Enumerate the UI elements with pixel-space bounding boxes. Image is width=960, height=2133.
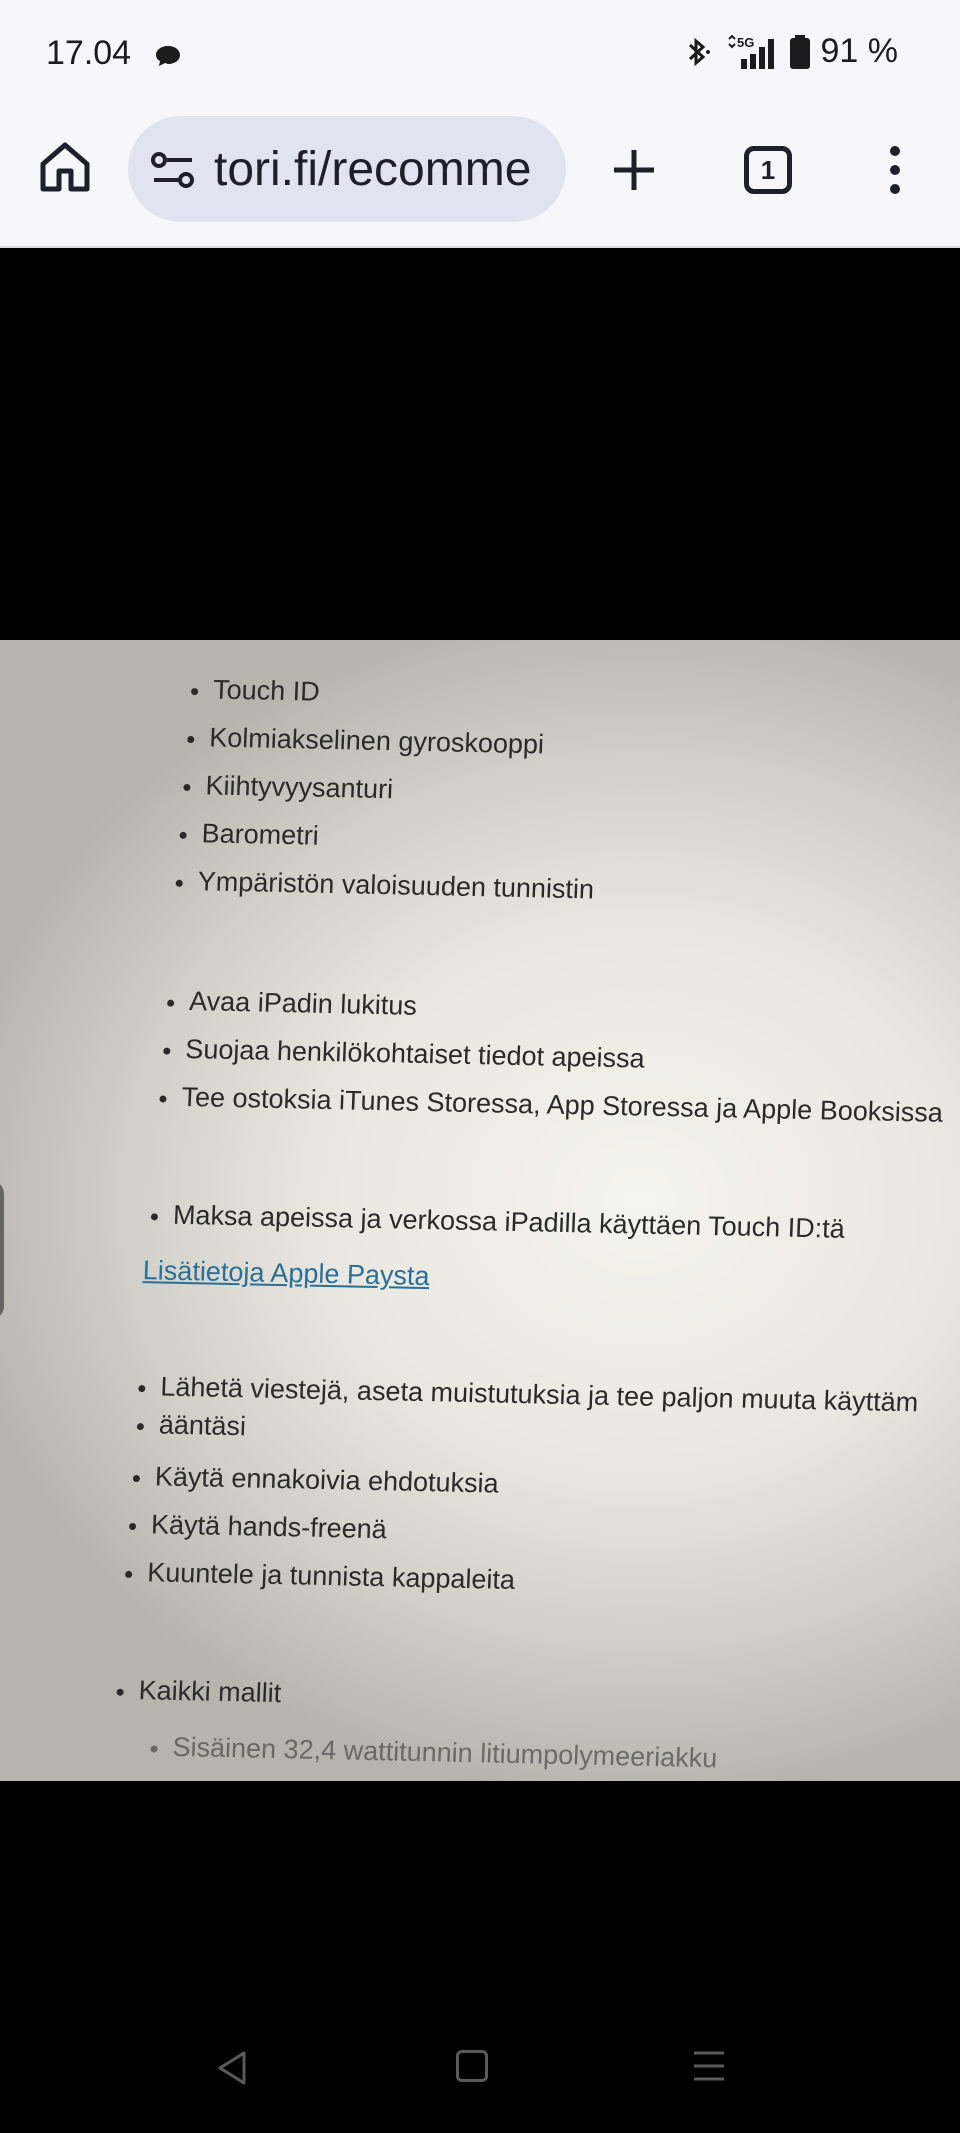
battery-percent: 91 % (820, 32, 898, 70)
list-item: Maksa apeissa ja verkossa iPadilla käyttäen Touch ID:tä (172, 1199, 846, 1244)
status-indicators (681, 32, 899, 71)
list-item: Tee ostoksia iTunes Storessa, App Storessa ja Apple Booksissa (180, 1081, 944, 1128)
list-item: Touch ID (212, 674, 321, 707)
chat-bubble-icon (154, 44, 182, 68)
photo-text-content (0, 640, 960, 1781)
list-item-cut: Sisäinen 32,4 wattitunnin litiumpolymeeriakku (172, 1731, 718, 1774)
list-item: Suojaa henkilökohtaiset tiedot apeissa (184, 1033, 646, 1074)
url-text[interactable]: tori.fi/recomme (214, 143, 532, 196)
status-time: 17.04 (46, 34, 132, 72)
more-options-icon[interactable] (880, 144, 910, 196)
list-item: Kaikki mallit (138, 1675, 282, 1709)
bluetooth-icon (681, 35, 715, 69)
tab-switcher-button[interactable]: 1 (744, 146, 792, 194)
back-icon[interactable] (216, 2050, 248, 2086)
list-item: Ympäristön valoisuuden tunnistin (197, 866, 595, 905)
new-tab-icon[interactable] (610, 146, 658, 194)
photo-of-screen (0, 640, 960, 1781)
list-item: Käytä hands-freenä (150, 1509, 388, 1545)
site-settings-icon[interactable] (150, 152, 196, 188)
browser-toolbar (0, 110, 960, 248)
home-icon[interactable] (38, 140, 92, 194)
list-item-continuation: ääntäsi (158, 1409, 247, 1442)
address-bar[interactable] (128, 116, 566, 222)
list-item: Kolmiakselinen gyroskooppi (208, 722, 545, 760)
apple-pay-link[interactable]: Lisätietoja Apple Paysta (142, 1255, 431, 1292)
battery-icon (789, 35, 811, 69)
home-nav-button[interactable] (456, 2050, 488, 2082)
list-item: Barometri (201, 818, 320, 851)
list-item: Kuuntele ja tunnista kappaleita (146, 1557, 516, 1595)
list-item: Käytä ennakoivia ehdotuksia (154, 1461, 500, 1499)
list-item: Lähetä viestejä, aseta muistutuksia ja tee paljon muuta käyttäm (159, 1371, 919, 1418)
system-navigation-bar (0, 1990, 960, 2133)
list-item: Kiihtyvyysanturi (204, 770, 394, 805)
network-type-label: 5G (736, 34, 754, 50)
list-item: Avaa iPadin lukitus (188, 986, 418, 1021)
recents-icon[interactable] (692, 2050, 726, 2082)
signal-5g-icon (725, 35, 779, 69)
status-bar (0, 0, 960, 110)
